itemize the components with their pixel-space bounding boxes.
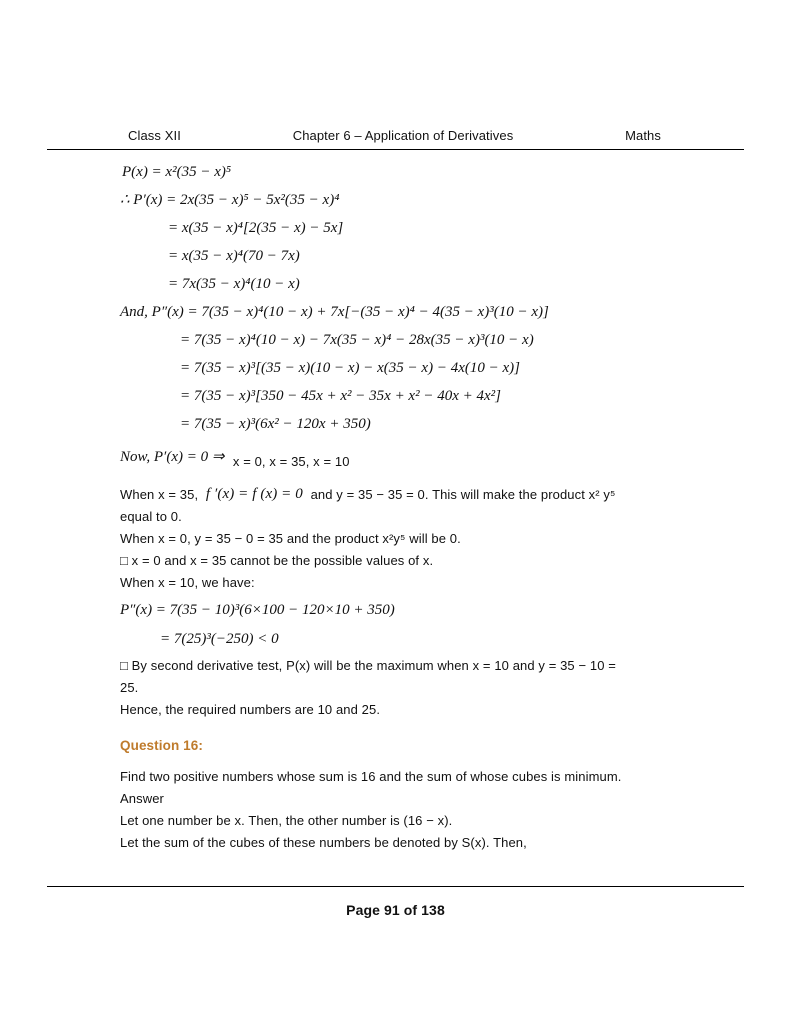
equation-line: = 7(35 − x)³[(35 − x)(10 − x) − x(35 − x) − 4x(10 − x)] bbox=[180, 360, 520, 376]
equation-line: = 7(35 − x)⁴(10 − x) − 7x(35 − x)⁴ − 28x(35 − x)³(10 − x) bbox=[180, 332, 534, 348]
page-footer bbox=[0, 902, 791, 918]
paragraph-equal-to-zero: equal to 0. bbox=[120, 509, 182, 524]
equation-line: P″(x) = 7(35 − 10)³(6×100 − 120×10 + 350) bbox=[120, 602, 395, 618]
question-16-heading: Question 16: bbox=[120, 738, 203, 753]
header-subject-label: Maths bbox=[625, 128, 661, 143]
critical-points-line bbox=[120, 446, 671, 468]
answer-label: Answer bbox=[120, 791, 164, 806]
text-segment: When x = 35, bbox=[120, 487, 199, 502]
inline-equation: f ′(x) = f (x) = 0 bbox=[205, 486, 303, 502]
paragraph-not-possible-values: □ x = 0 and x = 35 cannot be the possible values of x. bbox=[120, 553, 434, 568]
header-rule bbox=[47, 149, 744, 150]
header-class-label: Class XII bbox=[128, 128, 181, 143]
equation-line: = 7x(35 − x)⁴(10 − x) bbox=[168, 276, 300, 292]
page-number-label: Page 91 of 138 bbox=[346, 902, 445, 918]
page-header bbox=[0, 0, 791, 143]
paragraph-when-x-35 bbox=[120, 484, 671, 506]
equation-line: = x(35 − x)⁴(70 − 7x) bbox=[168, 248, 300, 264]
equation-line: = x(35 − x)⁴[2(35 − x) − 5x] bbox=[168, 220, 344, 236]
equation-line: = 7(25)³(−250) < 0 bbox=[160, 631, 279, 647]
paragraph-conclusion: Hence, the required numbers are 10 and 25. bbox=[120, 702, 381, 717]
text-segment: and y = 35 − 35 = 0. This will make the product x² y⁵ bbox=[310, 487, 616, 502]
equation-line: = 7(35 − x)³[350 − 45x + x² − 35x + x² − 40x + 4x²] bbox=[180, 388, 501, 404]
now-condition-math: Now, P′(x) = 0 ⇒ bbox=[120, 449, 225, 465]
equation-line: And, P″(x) = 7(35 − x)⁴(10 − x) + 7x[−(35 − x)⁴ − 4(35 − x)³(10 − x)] bbox=[120, 304, 549, 320]
paragraph-when-x-10: When x = 10, we have: bbox=[120, 575, 255, 590]
answer-line-2: Let the sum of the cubes of these numbers be denoted by S(x). Then, bbox=[120, 835, 527, 850]
equation-line: = 7(35 − x)³(6x² − 120x + 350) bbox=[180, 416, 371, 432]
paragraph-when-x-0: When x = 0, y = 35 − 0 = 35 and the product x²y⁵ will be 0. bbox=[120, 531, 461, 546]
footer-rule bbox=[47, 886, 744, 887]
equation-line: P(x) = x²(35 − x)⁵ bbox=[122, 164, 232, 180]
answer-line-1: Let one number be x. Then, the other number is (16 − x). bbox=[120, 813, 453, 828]
question-16-text: Find two positive numbers whose sum is 16 and the sum of whose cubes is minimum. bbox=[120, 769, 622, 784]
derivation-block-1 bbox=[120, 158, 671, 438]
derivation-block-2 bbox=[120, 596, 671, 654]
critical-points-values: x = 0, x = 35, x = 10 bbox=[232, 454, 350, 469]
paragraph-second-derivative-test: □ By second derivative test, P(x) will be the maximum when x = 10 and y = 35 − 10 = bbox=[120, 658, 616, 673]
page-content bbox=[0, 158, 791, 854]
header-chapter-title: Chapter 6 – Application of Derivatives bbox=[292, 128, 514, 143]
equation-line: ∴ P′(x) = 2x(35 − x)⁵ − 5x²(35 − x)⁴ bbox=[120, 192, 340, 208]
paragraph-25: 25. bbox=[120, 680, 139, 695]
